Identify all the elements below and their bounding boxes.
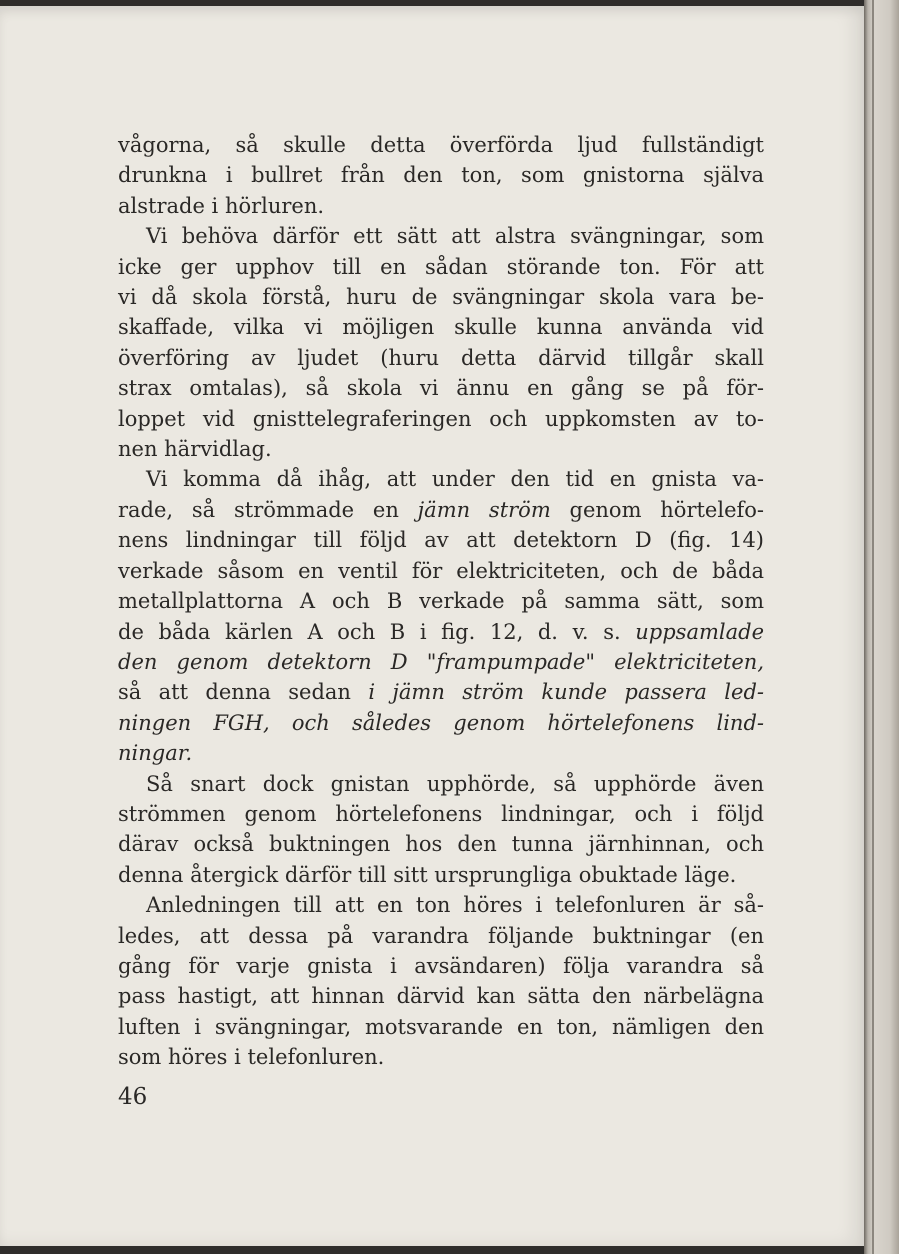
paper-page [0, 6, 864, 1246]
text-run: vågorna, så skulle detta överförda ljud fullständigt [118, 133, 764, 157]
text-run: genom hörtelefo- [550, 497, 765, 522]
text-run: denna återgick därför till sitt ursprungliga obuktade läge. [118, 862, 737, 887]
italic-text: den genom detektorn D "frampumpade" elektriciteten, [118, 649, 764, 674]
text-run: drunkna i bullret från den ton, som gnistorna själva [118, 163, 764, 188]
text-line [118, 221, 764, 251]
body-text [118, 130, 764, 1073]
text-line [118, 951, 764, 981]
text-line [118, 981, 764, 1011]
text-line [118, 404, 764, 434]
text-line [118, 1042, 764, 1072]
text-line [118, 252, 764, 282]
text-line [118, 495, 764, 525]
text-line [118, 434, 764, 464]
text-line [118, 647, 764, 677]
text-line [118, 312, 764, 342]
text-line [118, 556, 764, 586]
text-line [118, 738, 764, 768]
text-run: de båda kärlen A och B i fig. 12, d. v. s. [118, 619, 636, 644]
text-line [118, 1012, 764, 1042]
text-run: som höres i telefonluren. [118, 1045, 385, 1070]
text-line [118, 921, 764, 951]
text-line [118, 343, 764, 373]
text-line [118, 617, 764, 647]
text-run: skaffade, vilka vi möjligen skulle kunna använda vid [118, 315, 764, 340]
text-line [118, 829, 764, 859]
italic-text: ningen FGH, och således genom hörtelefonens lind- [118, 710, 764, 735]
text-run: vi då skola förstå, huru de svängningar skola vara be- [118, 285, 764, 310]
text-line [118, 373, 764, 403]
text-line [118, 677, 764, 707]
text-run: strömmen genom hörtelefonens lindningar, och i följd [118, 801, 764, 826]
text-run: därav också buktningen hos den tunna järnhinnan, och [118, 832, 764, 857]
text-run: rade, så strömmade en [118, 497, 418, 522]
text-run: alstrade i hörluren. [118, 193, 325, 218]
text-run: metallplattorna A och B verkade på samma sätt, som [118, 589, 764, 614]
text-line [118, 586, 764, 616]
italic-text: i jämn ström kunde passera led- [368, 680, 764, 705]
text-line [118, 282, 764, 312]
text-line [118, 708, 764, 738]
text-line [118, 464, 764, 494]
text-run: pass hastigt, att hinnan därvid kan sätta den närbelägna [118, 984, 764, 1009]
text-line [118, 860, 764, 890]
text-run: överföring av ljudet (huru detta därvid tillgår skall [118, 345, 764, 370]
text-run: nen härvidlag. [118, 437, 272, 462]
italic-text: uppsamlade [635, 619, 764, 644]
text-run: strax omtalas), så skola vi ännu en gång se på för- [118, 376, 764, 401]
page-number: 46 [118, 1084, 148, 1110]
text-run: ledes, att dessa på varandra följande buktningar (en [118, 923, 764, 948]
text-run: Vi komma då ihåg, att under den tid en gnista va- [146, 467, 764, 492]
italic-text: ningar. [118, 741, 193, 766]
text-run: verkade såsom en ventil för elektriciteten, och de båda [118, 558, 764, 583]
page-edge-line [872, 0, 874, 1254]
text-line [118, 799, 764, 829]
text-run: icke ger upphov till en sådan störande ton. För att [118, 254, 764, 279]
text-run: gång för varje gnista i avsändaren) följa varandra så [118, 953, 764, 978]
text-line [118, 769, 764, 799]
text-line [118, 130, 764, 160]
text-run: luften i svängningar, motsvarande en ton, nämligen den [118, 1014, 764, 1039]
text-run: Vi behöva därför ett sätt att alstra svängningar, som [146, 224, 764, 249]
text-run: Anledningen till att en ton höres i telefonluren är så- [146, 893, 764, 918]
text-line [118, 890, 764, 920]
italic-text: jämn ström [417, 497, 551, 522]
text-line [118, 191, 764, 221]
text-run: Så snart dock gnistan upphörde, så upphörde även [146, 771, 764, 796]
text-run: loppet vid gnisttelegraferingen och uppkomsten av to- [118, 406, 764, 431]
text-run: nens lindningar till följd av att detektorn D (fig. 14) [118, 528, 764, 553]
page-edge [864, 0, 899, 1254]
text-run: så att denna sedan [118, 680, 369, 705]
text-line [118, 525, 764, 555]
text-line [118, 160, 764, 190]
